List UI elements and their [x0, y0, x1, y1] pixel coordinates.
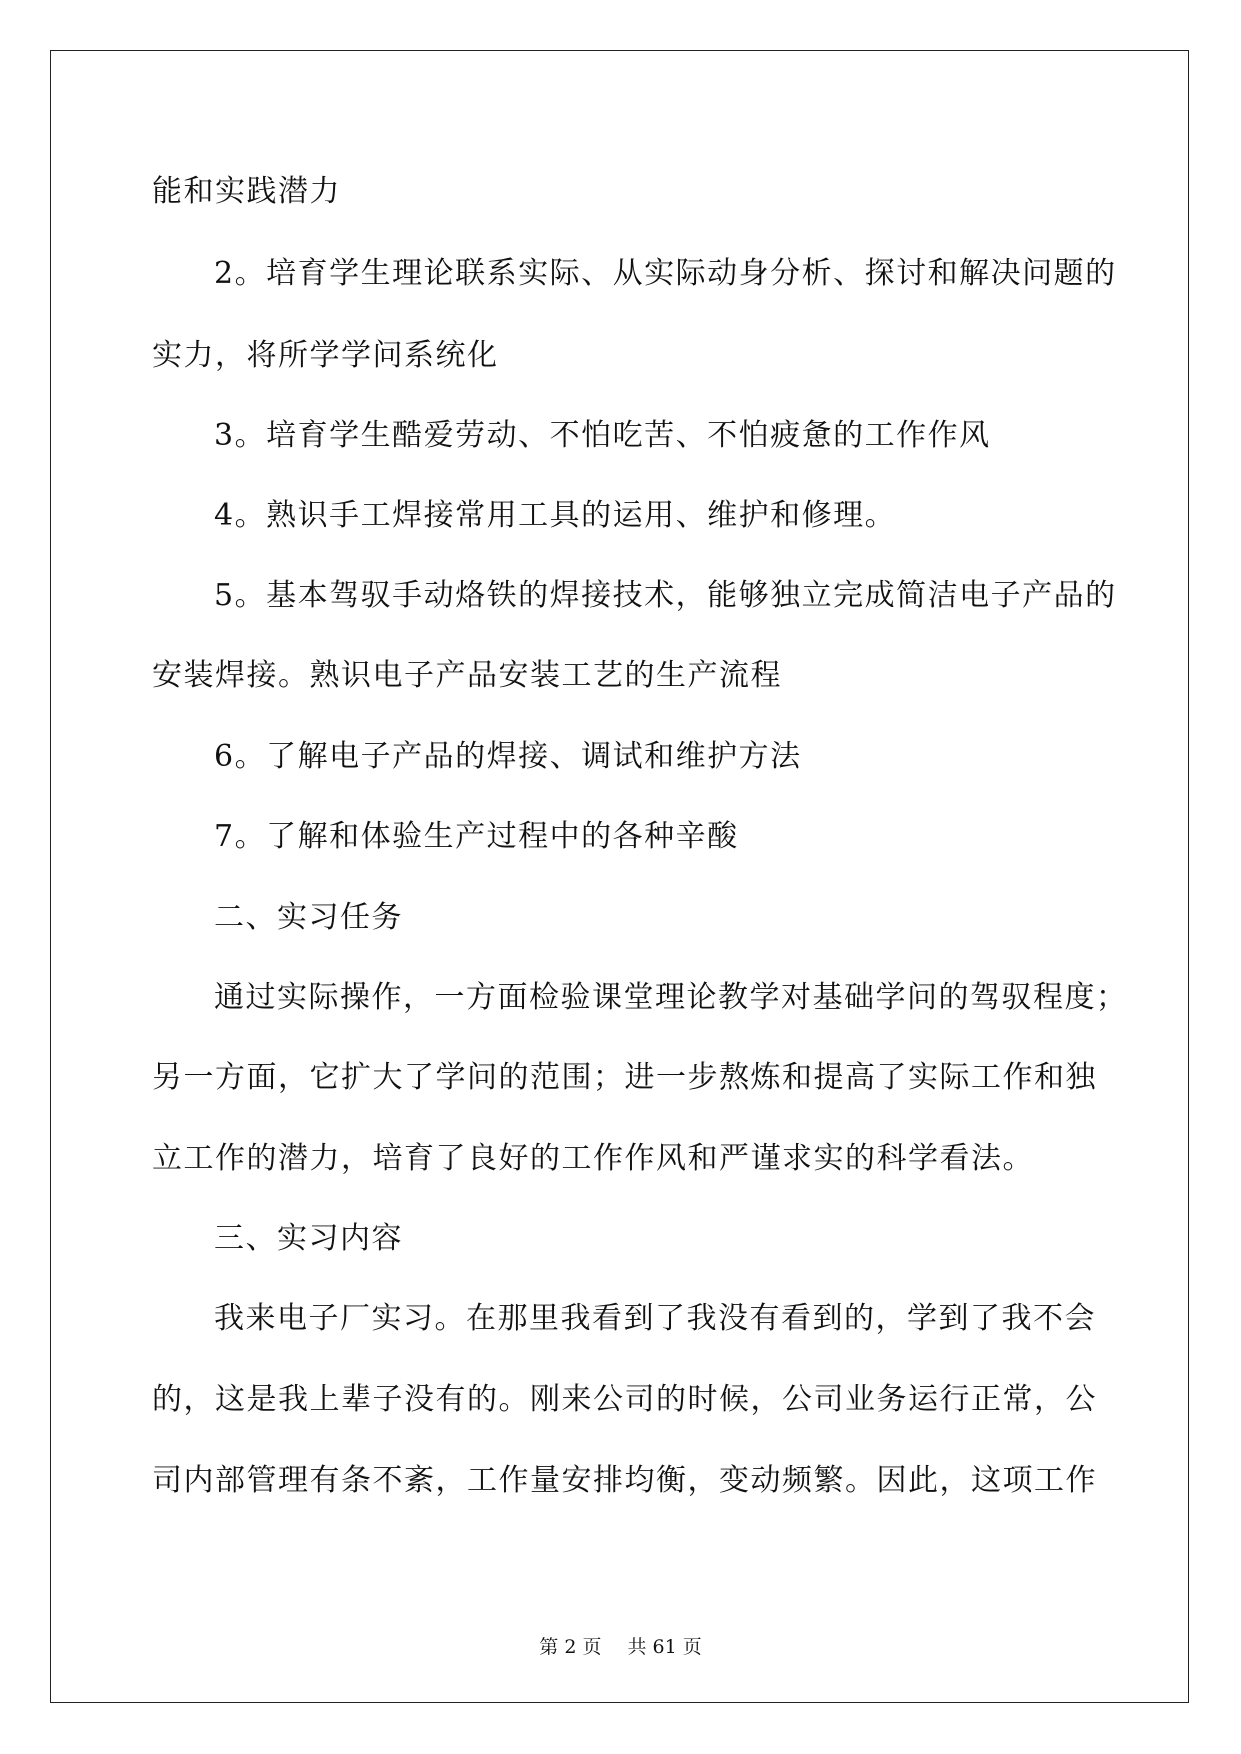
text-line: 能和实践潜力 — [152, 174, 341, 209]
text-line: 的，这是我上辈子没有的。刚来公司的时候，公司业务运行正常，公 — [152, 1382, 1097, 1417]
text-line: 实力，将所学学问系统化 — [152, 338, 499, 373]
text-line: 3。培育学生酷爱劳动、不怕吃苦、不怕疲惫的工作作风 — [214, 418, 991, 453]
page-border — [50, 50, 1189, 1703]
page-total: 共 61 页 — [627, 1636, 702, 1658]
section-heading: 二、实习任务 — [214, 900, 403, 935]
text-line: 通过实际操作，一方面检验课堂理论教学对基础学问的驾驭程度； — [214, 980, 1128, 1015]
text-line: 另一方面，它扩大了学问的范围；进一步熬炼和提高了实际工作和独 — [152, 1060, 1097, 1095]
section-heading: 三、实习内容 — [214, 1221, 403, 1256]
text-line: 7。了解和体验生产过程中的各种辛酸 — [214, 819, 739, 854]
text-line: 4。熟识手工焊接常用工具的运用、维护和修理。 — [214, 498, 897, 533]
text-line: 5。基本驾驭手动烙铁的焊接技术，能够独立完成简洁电子产品的 — [214, 578, 1117, 613]
text-line: 6。了解电子产品的焊接、调试和维护方法 — [214, 739, 802, 774]
text-line: 立工作的潜力，培育了良好的工作作风和严谨求实的科学看法。 — [152, 1141, 1034, 1176]
text-line: 安装焊接。熟识电子产品安装工艺的生产流程 — [152, 658, 782, 693]
page-footer — [0, 1635, 1241, 1659]
text-line: 司内部管理有条不紊，工作量安排均衡，变动频繁。因此，这项工作 — [152, 1463, 1097, 1498]
text-line: 2。培育学生理论联系实际、从实际动身分析、探讨和解决问题的 — [214, 256, 1117, 291]
page-number: 第 2 页 — [539, 1636, 602, 1658]
text-line: 我来电子厂实习。在那里我看到了我没有看到的，学到了我不会 — [214, 1301, 1096, 1336]
